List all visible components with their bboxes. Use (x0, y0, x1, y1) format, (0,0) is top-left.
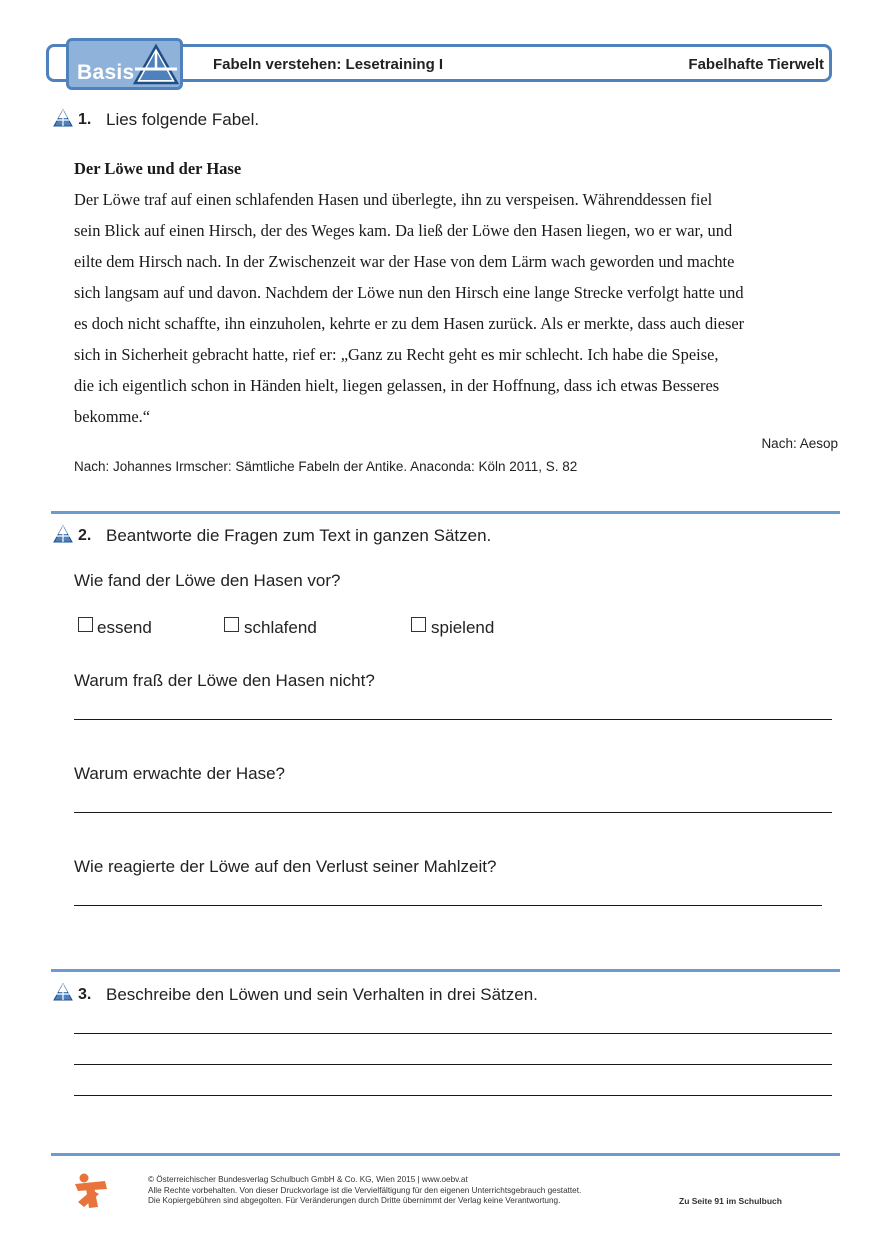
checkbox-label: essend (97, 618, 152, 637)
fable-line: eilte dem Hirsch nach. In der Zwischenzeit war der Hase von dem Lärm wach geworden und machte (74, 252, 735, 271)
footer-divider (51, 1153, 840, 1156)
task-level-icon (53, 983, 73, 1001)
level-badge-label: Basis (77, 61, 135, 84)
checkbox-essend[interactable] (78, 617, 93, 632)
answer-line[interactable] (74, 1095, 832, 1096)
fable-line: die ich eigentlich schon in Händen hielt, liegen gelassen, in der Hoffnung, dass ich etwas Besseres (74, 376, 720, 395)
checkbox-spielend[interactable] (411, 617, 426, 632)
publisher-logo-icon (72, 1172, 110, 1210)
task-level-icon (53, 109, 73, 127)
answer-line[interactable] (74, 1033, 832, 1034)
answer-line[interactable] (74, 812, 832, 813)
question-3: Warum erwachte der Hase? (74, 764, 286, 783)
fable-line: sich in Sicherheit gebracht hatte, rief er: „Ganz zu Recht geht es mir schlecht. Ich habe die Speise, (74, 345, 719, 364)
checkbox-label: spielend (431, 618, 495, 637)
task-level-icon (53, 525, 73, 543)
answer-line[interactable] (74, 905, 822, 906)
fable-line: bekomme.“ (74, 407, 151, 426)
task-2-instruction: Beantworte die Fragen zum Text in ganzen Sätzen. (106, 526, 492, 545)
pyramid-icon (133, 43, 179, 85)
footer-copyright (148, 1175, 581, 1207)
fable-line: sein Blick auf einen Hirsch, der des Weges kam. Da ließ der Löwe den Hasen liegen, wo er war, und (74, 221, 733, 240)
fable-source: Nach: Johannes Irmscher: Sämtliche Fabeln der Antike. Anaconda: Köln 2011, S. 82 (74, 459, 578, 474)
answer-line[interactable] (74, 1064, 832, 1065)
fable-line: es doch nicht schaffte, ihn einzuholen, kehrte er zu dem Hasen zurück. Als er merkte, dass auch dieser (74, 314, 745, 333)
task-3-instruction: Beschreibe den Löwen und sein Verhalten in drei Sätzen. (106, 985, 538, 1004)
answer-line[interactable] (74, 719, 832, 720)
fable-line: Der Löwe traf auf einen schlafenden Hasen und überlegte, ihn zu verspeisen. Währenddessen fiel (74, 190, 713, 209)
task-3-number: 3. (78, 986, 92, 1003)
section-divider (51, 511, 840, 514)
footer-copyright-line: © Österreichischer Bundesverlag Schulbuch GmbH & Co. KG, Wien 2015 | www.oebv.at (148, 1175, 468, 1184)
footer-page-reference: Zu Seite 91 im Schulbuch (679, 1196, 782, 1206)
question-1: Wie fand der Löwe den Hasen vor? (74, 571, 341, 590)
worksheet-topic: Fabelhafte Tierwelt (688, 56, 824, 73)
task-2-number: 2. (78, 527, 92, 544)
worksheet-title: Fabeln verstehen: Lesetraining I (213, 56, 444, 73)
task-1-instruction: Lies folgende Fabel. (106, 110, 260, 129)
fable-title: Der Löwe und der Hase (74, 159, 242, 178)
fable-line: sich langsam auf und davon. Nachdem der Löwe nun den Hirsch eine lange Strecke verfolgt hatte und (74, 283, 744, 302)
section-divider (51, 969, 840, 972)
level-badge (66, 38, 183, 90)
footer-copyright-line: Alle Rechte vorbehalten. Von dieser Druckvorlage ist die Vervielfältigung für den eigenen Unterrichtsgebrauch gestattet. (148, 1185, 582, 1195)
checkbox-schlafend[interactable] (224, 617, 239, 632)
task-1-number: 1. (78, 111, 92, 128)
footer-copyright-line: Die Kopiergebühren sind abgegolten. Für Veränderungen durch Dritte übernimmt der Verlag keine Verantwortung. (148, 1196, 561, 1205)
fable-attribution: Nach: Aesop (761, 436, 838, 451)
question-4: Wie reagierte der Löwe auf den Verlust seiner Mahlzeit? (74, 857, 497, 876)
question-2: Warum fraß der Löwe den Hasen nicht? (74, 671, 375, 690)
checkbox-label: schlafend (244, 618, 317, 637)
